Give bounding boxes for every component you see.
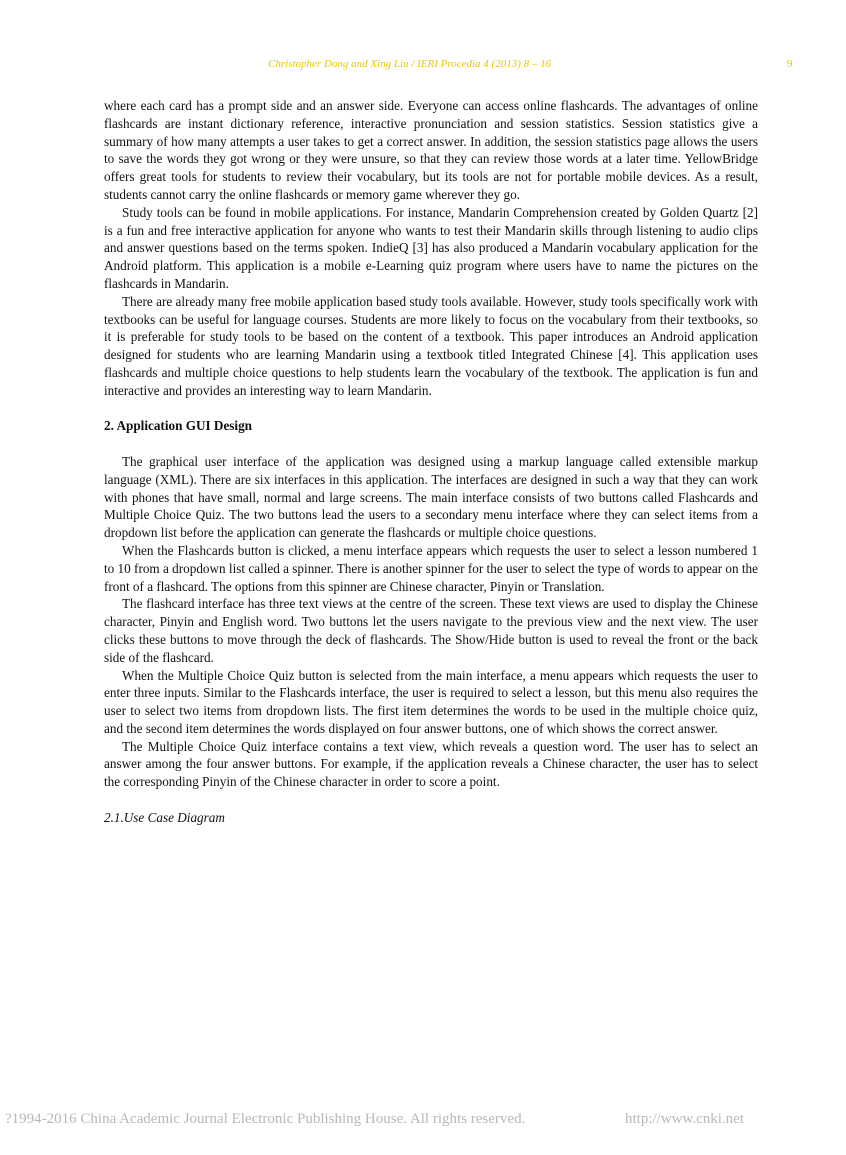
footer-copyright: ?1994-2016 China Academic Journal Electronic Publishing House. All rights reserved. xyxy=(5,1111,526,1127)
paragraph: When the Flashcards button is clicked, a menu interface appears which requests the user to select a lesson numbered 1 to 10 from a dropdown list called a spinner. There is another spinner for the user to select the type of words to appear on the front of a flashcard. The options from this spinner are Chinese character, Pinyin or Translation. xyxy=(104,542,758,594)
paragraph: where each card has a prompt side and an answer side. Everyone can access online flashcards. The advantages of online flashcards are instant dictionary reference, interactive pronunciation and session statistics. Session statistics give a summary of how many attempts a user takes to get a correct answer. In addition, the session statistics page allows the users to save the words they got wrong or they were unsure, so that they can review those words at a later time. YellowBridge offers great tools for students to review their vocabulary, but its tools are not for portable mobile devices. As a result, students cannot carry the online flashcards or memory game wherever they go. xyxy=(104,98,758,202)
paragraph: Study tools can be found in mobile applications. For instance, Mandarin Comprehension created by Golden Quartz [2] is a fun and free interactive application for anyone who wants to test their Mandarin skills through listening to audio clips and answer questions based on the terms spoken. IndieQ [3] has also produced a Mandarin vocabulary application for the Android platform. This application is a mobile e-Learning quiz program where users have to name the pictures on the flashcards in Mandarin. xyxy=(104,204,758,291)
paragraph: The flashcard interface has three text views at the centre of the screen. These text views are used to display the Chinese character, Pinyin and English word. Two buttons let the users navigate to the previous view and the next view. The user clicks these buttons to move through the deck of flashcards. The Show/Hide button is used to reveal the front or the back side of the flashcard. xyxy=(104,596,758,665)
section-heading: 2. Application GUI Design xyxy=(104,418,253,434)
footer-url: http://www.cnki.net xyxy=(625,1111,745,1127)
page-footer xyxy=(5,1111,757,1128)
subsection-heading: 2.1.Use Case Diagram xyxy=(104,809,225,825)
running-header xyxy=(0,58,846,74)
paragraph: When the Multiple Choice Quiz button is selected from the main interface, a menu appears which requests the user to enter three inputs. Similar to the Flashcards interface, the user is required to select a lesson, but this menu also requires the user to select two items from dropdown lists. The first item determines the words to be used in the multiple choice quiz, and the second item determines the words displayed on four answer buttons, one of which shows the correct answer. xyxy=(104,667,758,736)
article-body xyxy=(104,97,758,827)
paragraph: The Multiple Choice Quiz interface contains a text view, which reveals a question word. The user has to select an answer among the four answer buttons. For example, if the application reveals a Chinese character, the user has to select the corresponding Pinyin of the Chinese character in order to score a point. xyxy=(104,738,758,790)
paragraph: There are already many free mobile application based study tools available. However, study tools specifically work with textbooks can be useful for language courses. Students are more likely to focus on the vocabulary from their textbooks, so it is preferable for study tools to be based on the content of a textbook. This paper introduces an Android application designed for students who are learning Mandarin using a textbook titled Integrated Chinese [4]. This application uses flashcards and multiple choice questions to help students learn the vocabulary of the textbook. The application is fun and interactive and provides an interesting way to learn Mandarin. xyxy=(104,293,758,398)
header-citation: Christopher Dong and Xing Liu / IERI Procedia 4 (2013) 8 – 16 xyxy=(268,58,552,70)
page-number: 9 xyxy=(787,58,793,70)
paragraph: The graphical user interface of the application was designed using a markup language called extensible markup language (XML). There are six interfaces in this application. The interfaces are designed in such a way that they can work with phones that have small, normal and large screens. The main interface consists of two buttons called Flashcards and Multiple Choice Quiz. The two buttons lead the users to a secondary menu interface where they can select items from a dropdown list before the application can generate the flashcards or multiple choice questions. xyxy=(104,453,758,541)
